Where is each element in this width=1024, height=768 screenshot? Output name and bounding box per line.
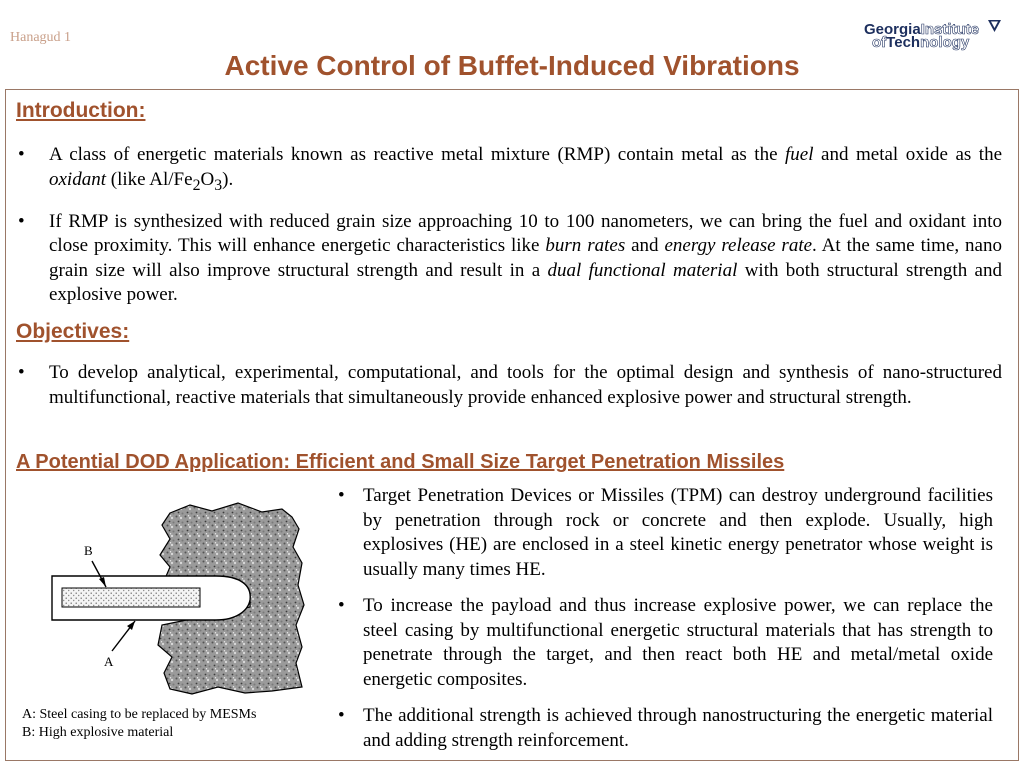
bullet-icon: • (338, 595, 345, 616)
high-explosive-shape (62, 588, 200, 607)
bullet-icon: • (18, 362, 25, 383)
bullet-icon: • (338, 485, 345, 506)
penetrator-diagram (40, 497, 330, 697)
caption-a: A: Steel casing to be replaced by MESMs (22, 707, 257, 722)
bullet-icon: • (18, 144, 25, 165)
logo-word-of: of (872, 34, 887, 51)
objectives-heading: Objectives: (16, 320, 130, 343)
introduction-list (16, 143, 1002, 320)
introduction-heading: Introduction: (16, 99, 146, 122)
logo-word-nology: nology (920, 34, 970, 51)
application-bullet-2: • To increase the payload and thus increase explosive power, we can replace the steel casing by multifunctional energetic structural materials that has strength to penetrate through the target, and then react both HE and metal/metal oxide energetic composites. (338, 595, 993, 690)
logo-triangle-icon (988, 20, 1002, 34)
bullet-icon: • (18, 210, 25, 232)
slide-label: Hanagud 1 (10, 30, 72, 45)
slide-title: Active Control of Buffet-Induced Vibrations (224, 50, 800, 81)
figure-label-a: A (104, 654, 114, 669)
logo-word-tech: Tech (886, 34, 921, 51)
logo-word-georgia: Georgia (864, 21, 921, 38)
caption-b: B: High explosive material (22, 725, 174, 740)
figure-label-b: B (84, 543, 93, 558)
objectives-bullet-1: • To develop analytical, experimental, computational, and tools for the optimal design and synthesis of nano-structured multifunctional, reactive materials that simultaneously provide enhanced explosive power and structural strength. (18, 362, 1002, 408)
penetrator-figure (40, 497, 330, 702)
georgia-tech-logo (864, 18, 1004, 54)
bullet-icon: • (338, 705, 345, 726)
objectives-list (16, 361, 1002, 422)
application-bullet-1: • Target Penetration Devices or Missiles (TPM) can destroy underground facilities by penetration through rock or concrete and then explode. Usually, high explosives (HE) are enclosed in a steel kinetic energy penetrator whose weight is usually many times HE. (338, 485, 993, 580)
application-heading: A Potential DOD Application: Efficient and Small Size Target Penetration Missiles (16, 451, 785, 473)
logo-word-institute: Institute (920, 21, 980, 38)
application-bullet-3: • The additional strength is achieved through nanostructuring the energetic material and adding strength reinforcement. (338, 705, 993, 751)
introduction-bullet-2: • If RMP is synthesized with reduced grain size approaching 10 to 100 nanometers, we can bring the fuel and oxidant into close proximity. This will enhance energetic characteristics like burn rates and energy release rate. At the same time, nano grain size will also improve structural strength and result in a dual functional material with both structural strength and explosive power. (18, 210, 1002, 306)
figure-caption (22, 706, 256, 742)
application-list (337, 484, 993, 765)
introduction-bullet-1: • A class of energetic materials known as reactive metal mixture (RMP) contain metal as the fuel and metal oxide as the oxidant (like $Al/Fe_2O_3$). (18, 144, 1003, 194)
pointer-a-arrow-icon (127, 621, 135, 630)
